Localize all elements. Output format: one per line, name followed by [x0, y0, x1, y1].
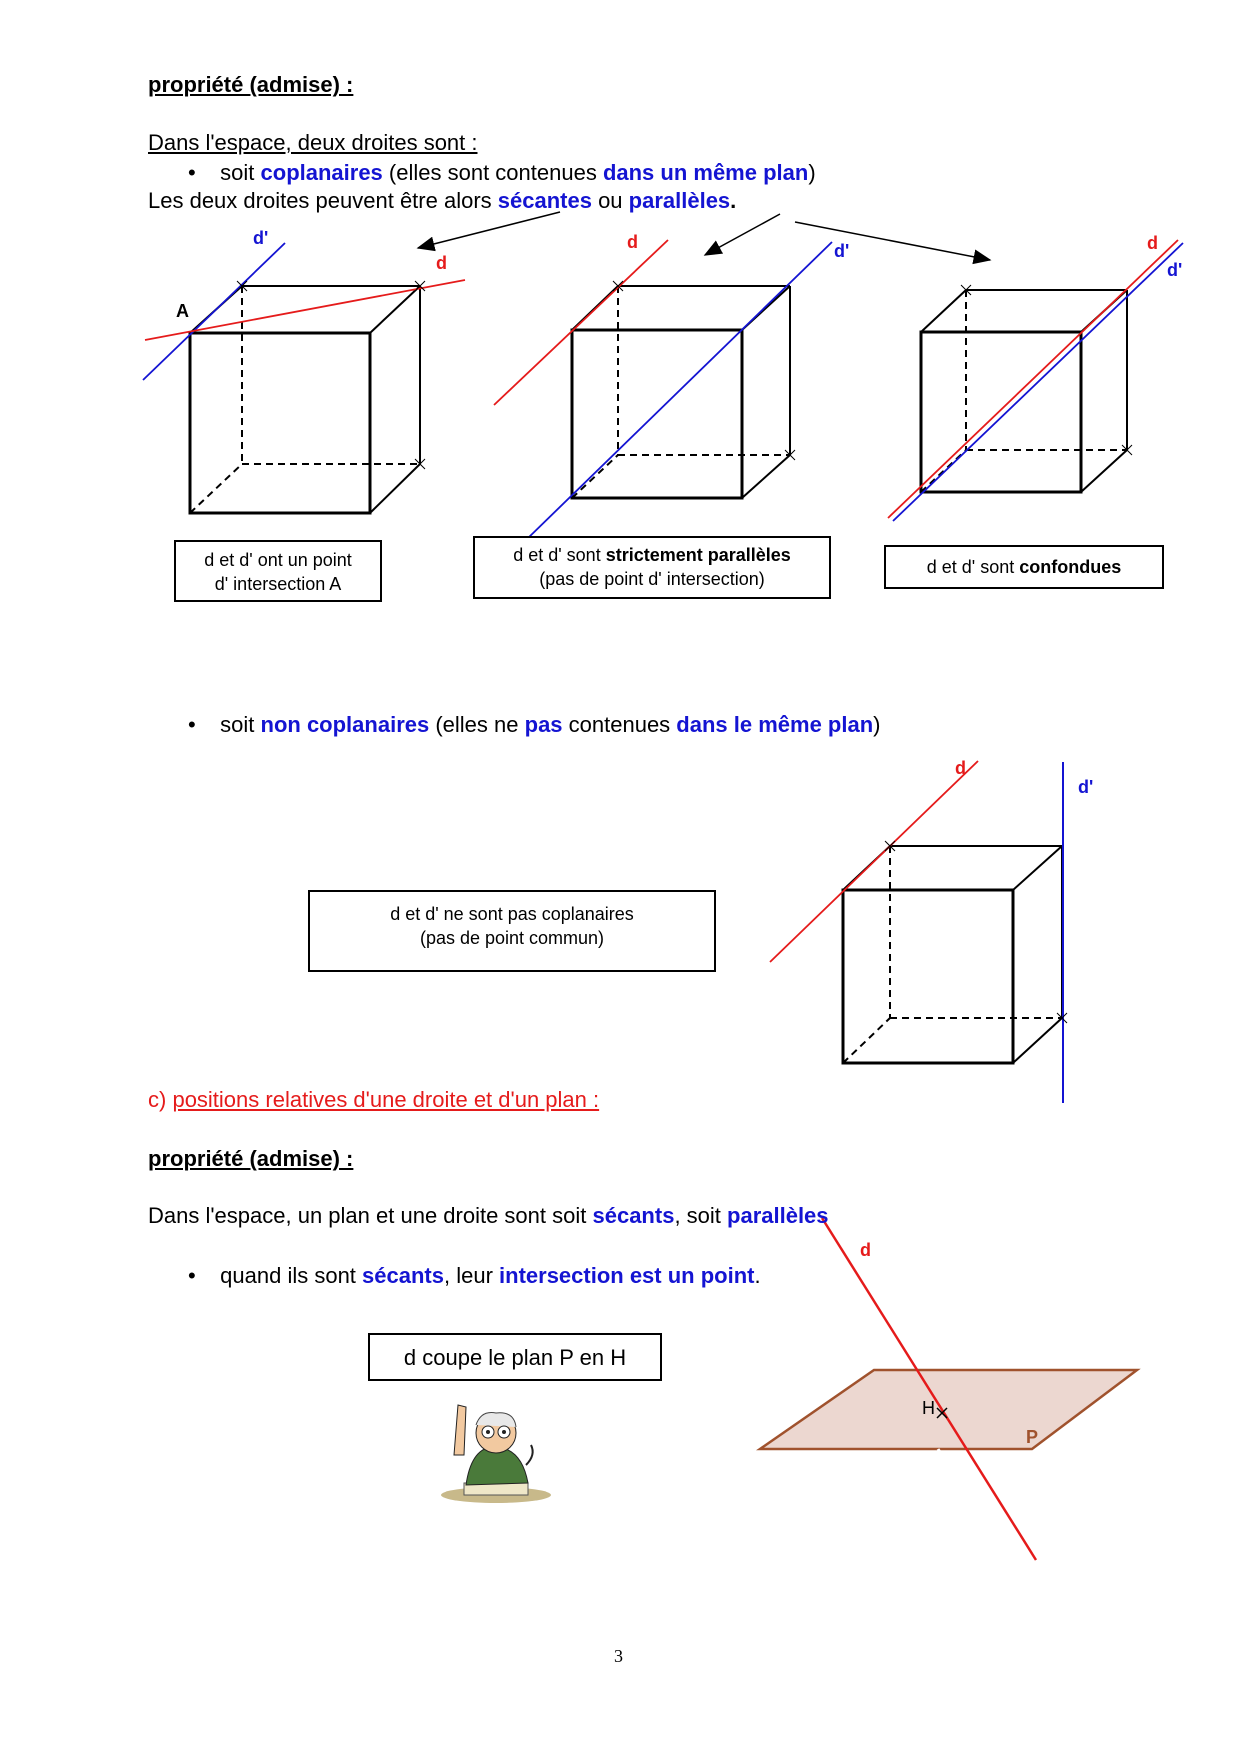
- text: soit: [220, 160, 261, 185]
- emph-paralleles: parallèles: [628, 188, 731, 213]
- bullet-dot: •: [188, 712, 196, 737]
- cube4-line-d: [770, 761, 978, 962]
- fig3-label-dprime: d': [1167, 260, 1183, 280]
- emph-coplanaires: coplanaires: [260, 160, 383, 185]
- cube3-line-dprime: [893, 243, 1183, 521]
- line-d-hidden-part: [938, 1449, 952, 1471]
- page-number: 3: [614, 1646, 623, 1666]
- text: ou: [591, 188, 629, 213]
- subtitle: positions relatives d'une droite et d'un plan :: [172, 1087, 600, 1112]
- bullet-non-coplanar: [188, 712, 880, 738]
- text: ): [808, 160, 816, 185]
- emph-non-coplanaires: non coplanaires: [260, 712, 430, 737]
- caption-box-secantes: [174, 540, 382, 602]
- bullet-dot: •: [188, 160, 196, 185]
- cube-4: [843, 846, 1062, 1063]
- caption-line: d et d' ne sont pas coplanaires: [390, 904, 634, 924]
- fig1-label-d: d: [436, 253, 447, 273]
- fig2-label-d: d: [627, 232, 638, 252]
- plane-P: [760, 1370, 1137, 1449]
- text: ): [873, 712, 881, 737]
- text: contenues: [562, 712, 677, 737]
- cube1-line-dprime: [143, 243, 285, 380]
- line-plan-droite: [148, 1203, 829, 1229]
- emph-paralleles: parallèles: [727, 1203, 829, 1228]
- plane-fig-label-P: P: [1026, 1427, 1039, 1447]
- caption-box-coupe: d coupe le plan P en H: [368, 1333, 662, 1381]
- caption-box-paralleles: [473, 536, 831, 599]
- arrow-left: [418, 212, 560, 248]
- plane-fig-label-d: d: [860, 1240, 871, 1260]
- text: .: [754, 1263, 761, 1288]
- arrows: [418, 212, 990, 260]
- fig3-label-d: d: [1147, 233, 1158, 253]
- emph-meme-plan: dans un même plan: [602, 160, 809, 185]
- text: , soit: [674, 1203, 728, 1228]
- emph-pas: pas: [524, 712, 563, 737]
- emph-intersection-point: intersection est un point: [499, 1263, 755, 1288]
- property-heading-2: propriété (admise) :: [148, 1146, 354, 1171]
- emph-secants: sécants: [592, 1203, 675, 1228]
- text: soit: [220, 712, 261, 737]
- caption-text: d et d' sont: [513, 545, 606, 565]
- caption-text: d et d' sont: [926, 557, 1020, 577]
- fig1-label-A: A: [176, 301, 189, 321]
- cube-2: [572, 286, 790, 498]
- text: quand ils sont: [220, 1263, 363, 1288]
- subsection-c-title: [148, 1087, 599, 1113]
- text: c): [148, 1087, 173, 1112]
- bullet-secants: [188, 1263, 761, 1289]
- text: , leur: [443, 1263, 500, 1288]
- property-heading-1: propriété (admise) :: [148, 72, 354, 97]
- intro-line: Dans l'espace, deux droites sont :: [148, 130, 478, 155]
- professor-clipart-icon: [436, 1395, 556, 1505]
- cube3-line-d: [888, 240, 1178, 518]
- arrow-right: [795, 222, 990, 260]
- emph-secantes: sécantes: [497, 188, 592, 213]
- fig1-label-dprime: d': [253, 228, 269, 248]
- text: Les deux droites peuvent être alors: [148, 188, 498, 213]
- caption-bold: strictement parallèles: [605, 545, 791, 565]
- caption-line: d et d' ont un point: [204, 550, 352, 570]
- fig4-label-dprime: d': [1078, 777, 1094, 797]
- caption-line: d' intersection A: [214, 574, 342, 594]
- emph-secants: sécants: [362, 1263, 444, 1288]
- emph-meme-plan: dans le même plan: [676, 712, 874, 737]
- caption-line: (pas de point d' intersection): [539, 569, 765, 589]
- text: .: [730, 188, 737, 213]
- arrow-middle: [705, 214, 780, 255]
- caption-box-confondues: [884, 545, 1164, 589]
- text: (elles sont contenues: [382, 160, 603, 185]
- caption-box-non-coplanaires: [308, 890, 716, 972]
- cube2-line-d: [494, 240, 668, 405]
- text: Dans l'espace, un plan et une droite sont soit: [148, 1203, 593, 1228]
- bullet-dot: •: [188, 1263, 196, 1288]
- fig4-label-d: d: [955, 758, 966, 778]
- caption-line: (pas de point commun): [419, 928, 605, 948]
- plane-fig-label-H: H: [922, 1398, 935, 1418]
- text: (elles ne: [429, 712, 525, 737]
- fig2-label-dprime: d': [834, 241, 850, 261]
- caption-bold: confondues: [1019, 557, 1122, 577]
- cube-3: [921, 290, 1127, 492]
- cube-1: [190, 286, 420, 513]
